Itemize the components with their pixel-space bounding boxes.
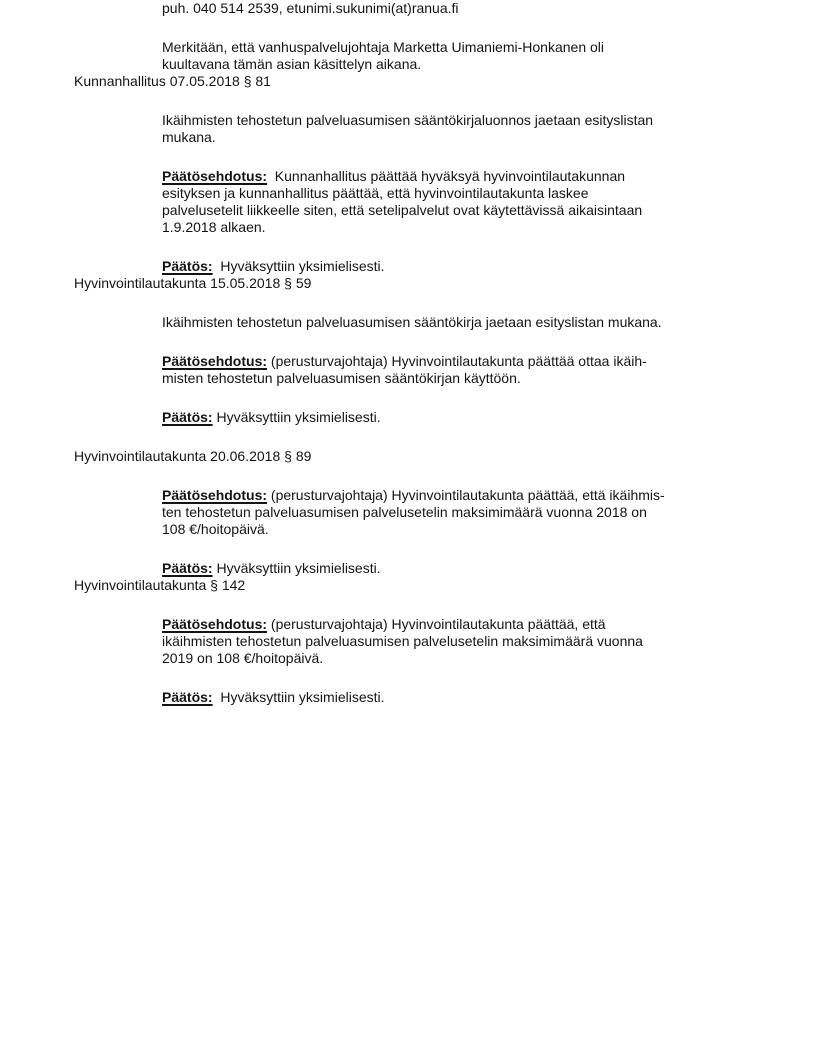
decision-label: Päätös: [162,560,213,576]
proposal-label: Päätösehdotus: [162,353,268,369]
text-line: Merkitään, että vanhuspalvelujohtaja Marketta Uimaniemi-Honkanen oli [162,39,605,55]
paragraph-decision-proposal [162,616,796,667]
text-line [162,258,796,275]
text-line [162,487,796,504]
text-line: esityksen ja kunnanhallitus päättää, että hyvinvointilautakunta laskee [162,185,589,201]
paragraph-body [162,112,796,146]
paragraph-decision-proposal [162,168,796,236]
text-line [162,689,796,706]
section-heading-kunnanhallitus [74,73,796,90]
text-span: (perusturvajohtaja) Hyvinvointilautakunta päättää ottaa ikäih- [267,353,647,369]
paragraph-decision [162,409,796,426]
paragraph-decision [162,689,796,706]
text-line [162,353,796,370]
text-line: ten tehostetun palveluasumisen palvelusetelin maksimimäärä vuonna 2018 on [162,504,647,520]
paragraph-contact [162,0,796,17]
section-heading-text: Hyvinvointilautakunta § 142 [74,577,246,593]
section-heading-hyvinvointilautakunta-142 [74,577,796,594]
text-line: misten tehostetun palveluasumisen sääntökirjan käyttöön. [162,370,521,386]
text-line: Ikäihmisten tehostetun palveluasumisen sääntökirja jaetaan esityslistan mukana. [162,314,662,330]
text-line: palvelusetelit liikkeelle siten, että setelipalvelut ovat käytettävissä aikaisintaan [162,202,643,218]
text-line [162,616,796,633]
section-heading-hyvinvointilautakunta-59 [74,275,796,292]
text-span: Hyväksyttiin yksimielisesti. [212,258,385,274]
text-line: ikäihmisten tehostetun palveluasumisen palvelusetelin maksimimäärä vuonna [162,633,643,649]
decision-label: Päätös: [162,409,213,425]
text-span: (perusturvajohtaja) Hyvinvointilautakunta päättää, että ikäihmis- [267,487,665,503]
paragraph-body [162,314,796,331]
text-span: Hyväksyttiin yksimielisesti. [212,560,381,576]
decision-label: Päätös: [162,689,213,705]
text-span: Hyväksyttiin yksimielisesti. [212,689,385,705]
proposal-label: Päätösehdotus: [162,168,268,184]
text-line [162,409,796,426]
paragraph-decision-proposal [162,353,796,387]
text-line: 1.9.2018 alkaen. [162,219,266,235]
text-span: Hyväksyttiin yksimielisesti. [212,409,381,425]
section-heading-text: Kunnanhallitus 07.05.2018 § 81 [74,73,271,89]
paragraph-decision-proposal [162,487,796,538]
paragraph-decision [162,560,796,577]
text-line: kuultavana tämän asian käsittelyn aikana. [162,56,422,72]
text-line: 2019 on 108 €/hoitopäivä. [162,650,324,666]
text-line: puh. 040 514 2539, etunimi.sukunimi(at)ranua.fi [162,0,459,16]
section-heading-text: Hyvinvointilautakunta 20.06.2018 § 89 [74,448,312,464]
proposal-label: Päätösehdotus: [162,487,268,503]
section-heading-hyvinvointilautakunta-89 [74,448,796,465]
text-line [162,560,796,577]
text-line [162,168,796,185]
text-line: mukana. [162,129,216,145]
paragraph-note [162,39,796,73]
text-span: (perusturvajohtaja) Hyvinvointilautakunta päättää, että [267,616,606,632]
section-heading-text: Hyvinvointilautakunta 15.05.2018 § 59 [74,275,312,291]
decision-label: Päätös: [162,258,213,274]
text-span: Kunnanhallitus päättää hyväksyä hyvinvointilautakunnan [267,168,626,184]
paragraph-decision [162,258,796,275]
proposal-label: Päätösehdotus: [162,616,268,632]
text-line: 108 €/hoitopäivä. [162,521,269,537]
text-line: Ikäihmisten tehostetun palveluasumisen sääntökirjaluonnos jaetaan esityslistan [162,112,654,128]
